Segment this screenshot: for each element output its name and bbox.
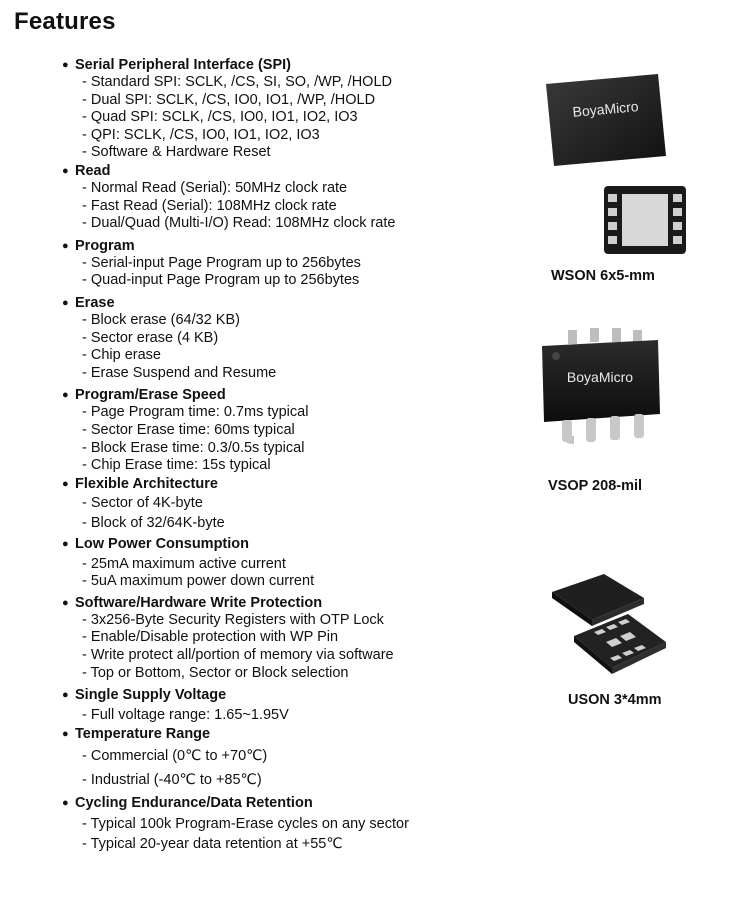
wson-chip-bottom-image — [600, 180, 690, 260]
bullet-icon: ● — [62, 727, 69, 740]
feature-item: - Enable/Disable protection with WP Pin — [82, 629, 339, 646]
feature-item: - Block erase (64/32 KB) — [82, 311, 240, 328]
feature-item: - Block Erase time: 0.3/0.5s typical — [82, 439, 305, 456]
wson-caption: WSON 6x5-mm — [551, 268, 655, 284]
feature-item: - 3x256-Byte Security Registers with OTP Lock — [82, 611, 384, 628]
bullet-icon: ● — [62, 596, 69, 609]
features-list — [62, 56, 482, 854]
feature-section — [62, 162, 482, 233]
feature-item: - Dual SPI: SCLK, /CS, IO0, IO1, /WP, /HOLD — [82, 91, 376, 108]
feature-item: - Typical 20-year data retention at +55℃ — [82, 835, 343, 852]
vsop-caption: VSOP 208-mil — [548, 478, 643, 494]
section-heading: Temperature Range — [75, 725, 211, 742]
feature-item: - Industrial (-40℃ to +85℃) — [82, 771, 262, 788]
bullet-icon: ● — [62, 59, 69, 71]
bullet-icon: ● — [62, 689, 69, 702]
section-heading: Software/Hardware Write Protection — [75, 594, 323, 611]
feature-section — [62, 386, 482, 474]
section-heading: Low Power Consumption — [75, 535, 249, 552]
feature-item: - Commercial (0℃ to +70℃) — [82, 747, 268, 764]
vsop-chip-image — [530, 318, 670, 458]
section-heading: Erase — [75, 294, 115, 311]
feature-item: - 25mA maximum active current — [82, 555, 286, 572]
feature-item: - Software & Hardware Reset — [82, 144, 271, 161]
feature-section — [62, 725, 482, 791]
feature-item: - Chip Erase time: 15s typical — [82, 457, 271, 474]
feature-item: - Write protect all/portion of memory via software — [82, 647, 394, 664]
section-heading: Read — [75, 162, 111, 179]
feature-section — [62, 56, 482, 162]
chip-marking: BoyaMicro — [566, 369, 634, 385]
bullet-icon: ● — [62, 389, 69, 402]
feature-section — [62, 686, 482, 725]
section-heading: Serial Peripheral Interface (SPI) — [75, 57, 291, 73]
section-heading: Flexible Architecture — [75, 475, 218, 492]
feature-item: - Normal Read (Serial): 50MHz clock rate — [82, 179, 348, 196]
feature-item: - Typical 100k Program-Erase cycles on any sector — [82, 815, 409, 832]
feature-item: - Top or Bottom, Sector or Block selection — [82, 664, 349, 681]
feature-section — [62, 794, 482, 854]
bullet-icon: ● — [62, 796, 69, 809]
feature-item: - Serial-input Page Program up to 256bytes — [82, 254, 361, 271]
section-heading: Single Supply Voltage — [75, 687, 227, 704]
feature-item: - Block of 32/64K-byte — [82, 514, 225, 531]
feature-item: - Sector erase (4 KB) — [82, 329, 219, 346]
feature-item: - QPI: SCLK, /CS, IO0, IO1, IO2, IO3 — [82, 126, 320, 143]
bullet-icon: ● — [62, 164, 69, 177]
feature-item: - Page Program time: 0.7ms typical — [82, 404, 309, 421]
feature-section — [62, 535, 482, 591]
feature-item: - Quad SPI: SCLK, /CS, IO0, IO1, IO2, IO3 — [82, 109, 358, 126]
section-heading: Program/Erase Speed — [75, 387, 226, 404]
feature-section — [62, 294, 482, 382]
uson-chip-bottom-image — [570, 610, 670, 680]
feature-item: - Fast Read (Serial): 108MHz clock rate — [82, 197, 337, 214]
bullet-icon: ● — [62, 239, 69, 252]
uson-caption: USON 3*4mm — [568, 692, 662, 708]
section-heading: Cycling Endurance/Data Retention — [75, 794, 313, 811]
bullet-icon: ● — [62, 537, 69, 550]
feature-section — [62, 594, 482, 682]
feature-item: - Quad-input Page Program up to 256bytes — [82, 272, 360, 289]
feature-item: - 5uA maximum power down current — [82, 573, 315, 590]
feature-item: - Dual/Quad (Multi-I/O) Read: 108MHz clock rate — [82, 215, 396, 232]
feature-item: - Chip erase — [82, 347, 161, 364]
feature-section — [62, 237, 482, 290]
feature-item: - Sector of 4K-byte — [82, 494, 203, 511]
page-title: Features — [14, 8, 116, 35]
bullet-icon: ● — [62, 477, 69, 490]
feature-item: - Standard SPI: SCLK, /CS, SI, SO, /WP, /HOLD — [82, 74, 392, 90]
feature-item: - Full voltage range: 1.65~1.95V — [82, 707, 289, 724]
chip-marking: BoyaMicro — [571, 98, 640, 120]
feature-item: - Sector Erase time: 60ms typical — [82, 421, 295, 438]
wson-chip-top-image — [540, 70, 670, 170]
section-heading: Program — [75, 237, 135, 254]
bullet-icon: ● — [62, 296, 69, 309]
feature-item: - Erase Suspend and Resume — [82, 364, 277, 381]
feature-section — [62, 475, 482, 533]
